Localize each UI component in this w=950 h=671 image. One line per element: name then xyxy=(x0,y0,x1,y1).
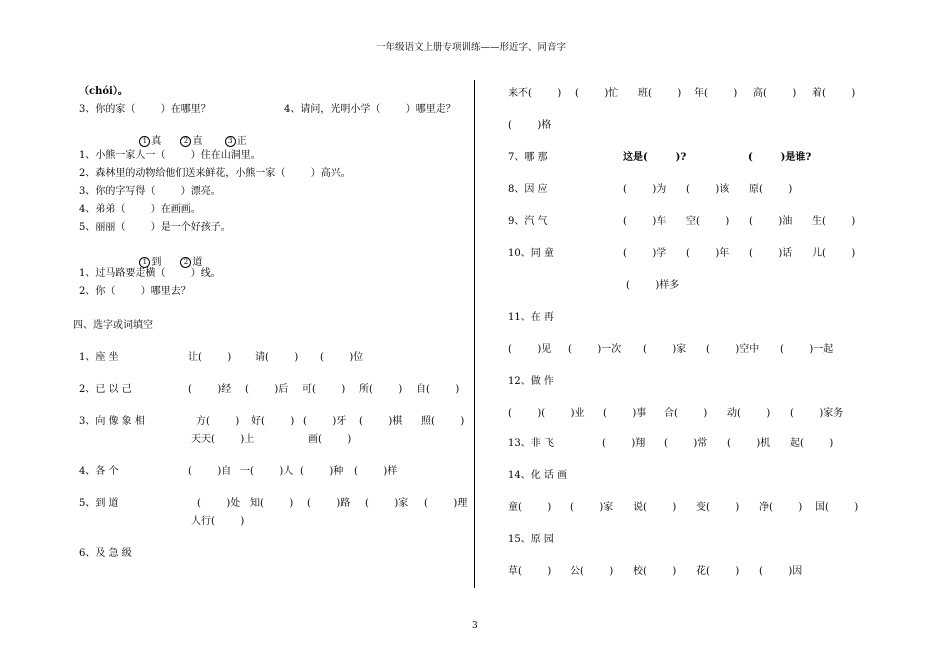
question-label: 6、及 急 级 xyxy=(79,548,132,559)
blank-item: 所( ) xyxy=(359,384,403,395)
blank-item: 好( ) xyxy=(251,416,295,427)
option-char: 正 xyxy=(236,136,247,147)
option-char: 真 xyxy=(151,136,162,147)
page-header-title: 一年级语文上册专项训练——形近字、同音字 xyxy=(376,42,567,53)
blank-item: ( )家 xyxy=(365,498,409,509)
blank-item: 说( ) xyxy=(633,502,677,513)
blank-item: ( )为 xyxy=(623,184,667,195)
blank-item: ( )事 xyxy=(603,408,647,419)
sentence-4: 4、弟弟（ ）在画画。 xyxy=(79,204,201,215)
blank-item: ( )翔 xyxy=(602,438,646,449)
blank-item: ( )处 xyxy=(197,498,241,509)
question-3: 3、你的家（ ）在哪里？ xyxy=(79,104,211,115)
blank-item: 国( ) xyxy=(815,502,859,513)
blank-item: ( )机 xyxy=(727,438,771,449)
question-label: 11、在 再 xyxy=(508,312,554,323)
blank-item: ( )一次 xyxy=(568,344,622,355)
blank-item: ( )经 xyxy=(188,384,232,395)
blank-item: 儿( ) xyxy=(812,248,856,259)
column-divider xyxy=(474,80,475,588)
blank-item: 童( ) xyxy=(508,502,552,513)
blank-item: 知( ) xyxy=(250,498,294,509)
blank-item: 空( ) xyxy=(686,216,730,227)
option-group-2 xyxy=(133,245,202,269)
blank-item: 班( ) xyxy=(638,88,682,99)
question-label: 9、汽 气 xyxy=(508,216,548,227)
blank-item: ( )路 xyxy=(307,498,351,509)
sentence-1: 1、小熊一家人一（ ）住在山洞里。 xyxy=(79,150,261,161)
blank-item: ( )( )业 xyxy=(508,408,585,419)
blank-item: 画( ) xyxy=(308,434,352,445)
blank-item: 公( ) xyxy=(570,566,614,577)
blank-item: ( )一起 xyxy=(780,344,834,355)
blank-item: 原( ) xyxy=(749,184,793,195)
question-label: 14、化 话 画 xyxy=(508,470,568,481)
question-label: 13、非 飞 xyxy=(508,438,554,449)
blank-item: ( )自 xyxy=(188,466,232,477)
blank-item: ( )棋 xyxy=(359,416,403,427)
section-heading: 四、选字或词填空 xyxy=(73,320,153,331)
question-label: 10、同 童 xyxy=(508,248,554,259)
question-label: 7、哪 那 xyxy=(508,152,548,163)
question-label: 12、做 作 xyxy=(508,376,554,387)
blank-item: 草( ) xyxy=(508,566,552,577)
blank-item: 一( )人 xyxy=(240,466,294,477)
sentence-6: 1、过马路要走横（ ）线。 xyxy=(79,268,221,279)
blank-item: ( )家务 xyxy=(790,408,844,419)
circled-number-icon: 2 xyxy=(180,257,191,268)
page-number: 3 xyxy=(472,621,478,631)
sentence-2: 2、森林里的动物给他们送来鲜花，小熊一家（ ）高兴。 xyxy=(79,168,351,179)
blank-item: 这是( )? xyxy=(623,152,687,163)
blank-item: 年( ) xyxy=(694,88,738,99)
blank-item: 净( ) xyxy=(759,502,803,513)
blank-item: ( )位 xyxy=(320,352,364,363)
blank-item: ( )牙 xyxy=(303,416,347,427)
blank-item: ( )油 xyxy=(749,216,793,227)
question-label: 3、向 像 象 相 xyxy=(79,416,145,427)
sentence-7: 2、你（ ）哪里去？ xyxy=(79,286,191,297)
blank-item: ( )见 xyxy=(508,344,552,355)
blank-item: 可( ) xyxy=(302,384,346,395)
blank-item: 高( ) xyxy=(753,88,797,99)
blank-item: ( )理 xyxy=(424,498,468,509)
blank-item: ( )学 xyxy=(623,248,667,259)
circled-number-icon: 1 xyxy=(139,136,150,147)
blank-item: 照( ) xyxy=(421,416,465,427)
question-4: 4、请问，光明小学（ ）哪里走？ xyxy=(284,104,456,115)
option-char: 道 xyxy=(192,257,203,268)
question-label: 4、各 个 xyxy=(79,466,119,477)
blank-item: ( )是谁? xyxy=(748,152,812,163)
option-char: 直 xyxy=(192,136,203,147)
question-label: 1、座 坐 xyxy=(79,352,119,363)
blank-item: 着( ) xyxy=(812,88,856,99)
blank-item: ( )格 xyxy=(508,120,552,131)
blank-item: 花( ) xyxy=(696,566,740,577)
question-label: 5、到 道 xyxy=(79,498,119,509)
blank-item: ( )家 xyxy=(570,502,614,513)
blank-item: ( )该 xyxy=(686,184,730,195)
blank-item: ( )家 xyxy=(643,344,687,355)
blank-item: ( )年 xyxy=(686,248,730,259)
blank-item: ( )空中 xyxy=(706,344,760,355)
blank-item: 方( ) xyxy=(196,416,240,427)
blank-item: ( )种 xyxy=(300,466,344,477)
blank-item: 起( ) xyxy=(790,438,834,449)
blank-item: ( )因 xyxy=(759,566,803,577)
pinyin-line: （chói）。 xyxy=(79,86,128,97)
sentence-3: 3、你的字写得（ ）漂亮。 xyxy=(79,186,221,197)
blank-item: ( )样 xyxy=(354,466,398,477)
blank-item: ( )样多 xyxy=(626,280,680,291)
option-char: 到 xyxy=(151,257,162,268)
blank-item: ( )车 xyxy=(623,216,667,227)
blank-item: 让( ) xyxy=(188,352,232,363)
blank-item: 合( ) xyxy=(664,408,708,419)
circled-number-icon: 1 xyxy=(139,257,150,268)
blank-item: ( )忙 xyxy=(575,88,619,99)
circled-number-icon: 3 xyxy=(225,136,236,147)
blank-item: 天天( )上 xyxy=(191,434,255,445)
blank-item: ( )后 xyxy=(245,384,289,395)
blank-item: 动( ) xyxy=(727,408,771,419)
sentence-5: 5、丽丽（ ）是一个好孩子。 xyxy=(79,222,231,233)
blank-item: 校( ) xyxy=(633,566,677,577)
blank-item: 请( ) xyxy=(255,352,299,363)
blank-item: 人行( ) xyxy=(191,516,245,527)
blank-item: 来不( ) xyxy=(508,88,562,99)
blank-item: 变( ) xyxy=(696,502,740,513)
question-label: 15、原 园 xyxy=(508,534,554,545)
blank-item: ( )常 xyxy=(664,438,708,449)
question-label: 2、已 以 己 xyxy=(79,384,132,395)
circled-number-icon: 2 xyxy=(180,136,191,147)
blank-item: ( )话 xyxy=(749,248,793,259)
question-label: 8、因 应 xyxy=(508,184,548,195)
blank-item: 自( ) xyxy=(416,384,460,395)
option-group-1 xyxy=(133,124,247,148)
blank-item: 生( ) xyxy=(812,216,856,227)
